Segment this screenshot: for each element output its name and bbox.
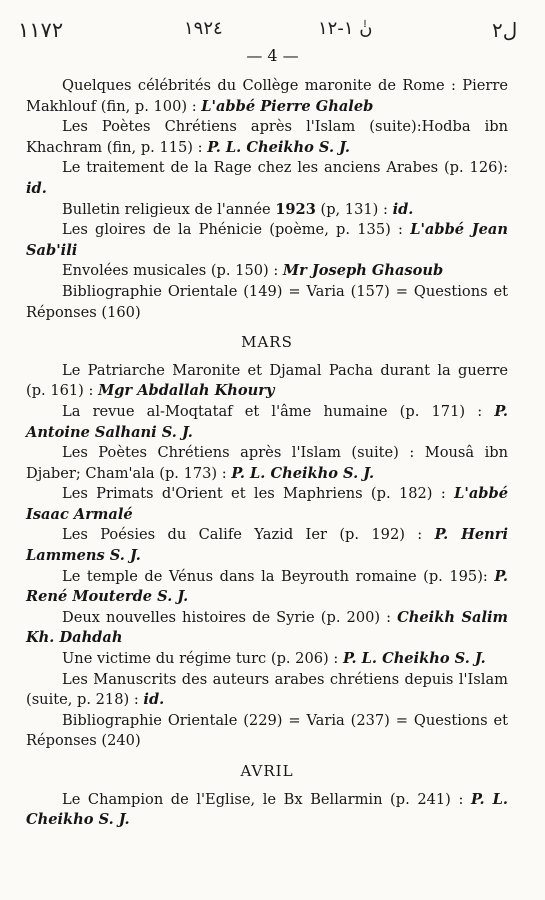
entry-title: Les gloires de la Phénicie (poème, p. 135) : [62,221,411,239]
entry-author: id. [143,691,165,709]
handwritten-annotation: نٰ ١-١٢ [318,18,373,39]
entry-author: L'abbé Isaac Armalé [26,485,508,523]
list-item [26,567,508,608]
section-heading-mars: MARS [241,333,293,352]
entry-title: Envolées musicales (p. 150) : [62,262,283,280]
list-item [26,361,508,402]
entry-author: P. L. Cheikho S. J. [231,464,375,482]
list-item [26,608,508,649]
entry-author: P. René Mouterde S. J. [26,567,508,606]
entry-title: Le Patriarche Maronite et Djamal Pacha durant la guerre (p. 161) : [26,361,508,400]
entry-title: Le temple de Vénus dans la Beyrouth romaine (p. 195): [62,567,495,585]
entry-title: Les Poésies du Calife Yazid Ier (p. 192) : [62,526,435,544]
list-item [26,402,508,443]
page-number: — 4 — [246,46,299,65]
entry-title: Quelques célébrités du Collège maronite de Rome : Pierre Makhlouf (fin, p. 100) : [26,77,508,115]
entry-author: Mgr Abdallah Khoury [98,382,275,400]
list-item [26,158,508,199]
list-item [26,200,508,221]
entry-title: Bibliographie Orientale (149) = Varia (157) = Questions et Réponses (160) [26,282,508,321]
entry-author: P. L. Cheikho S. J. [207,138,350,156]
list-item [26,282,508,323]
list-item [26,76,508,117]
section-mars [26,361,508,752]
entry-author: L'abbé Jean Sab'ili [26,221,508,259]
entry-title: Le traitement de la Rage chez les anciens Arabes (p. 126): [62,159,508,177]
list-item [26,670,508,711]
handwritten-annotation: ١٩٢٤ [184,18,223,39]
entry-author: id. [392,200,414,218]
entry-author: Cheikh Salim Kh. Dahdah [26,608,508,647]
section-february [26,76,508,323]
section-heading-avril: AVRIL [240,762,294,780]
handwritten-annotation: ١١٧٢ [18,18,64,42]
entry-author: Mr Joseph Ghasoub [282,262,444,280]
list-item [26,220,508,261]
entry-author: id. [26,179,47,197]
entry-title: Les Poètes Chrétiens après l'Islam (suite):Hodba ibn Khachram (fin, p. 115) : [26,118,508,156]
list-item [26,525,508,566]
entry-title: Deux nouvelles histoires de Syrie (p. 200) : [62,608,398,626]
entry-author: P. L. Cheikho S. J. [342,650,486,668]
list-item [26,443,508,484]
entry-author: P. Henri Lammens S. J. [26,526,508,565]
entry-title: Bulletin religieux de l'année [62,200,276,218]
entry-title: Le Champion de l'Eglise, le Bx Bellarmin (p. 241) : [62,790,471,808]
list-item [26,711,508,752]
list-item [26,261,508,282]
entry-title: Les Poètes Chrétiens après l'Islam (suite) : Mousâ ibn Djaber; Cham'ala (p. 173) : [26,444,508,482]
handwritten-annotation: ل٢ [492,18,518,42]
entry-author: P. L. Cheikho S. J. [26,790,508,829]
list-item [26,484,508,525]
entry-title-continued: (p, 131) : [315,200,393,218]
entry-author: P. Antoine Salhani S. J. [26,402,508,441]
entry-title: Bibliographie Orientale (229) = Varia (237) = Questions et Réponses (240) [26,711,508,750]
entry-year: 1923 [275,200,316,218]
list-item [26,649,508,670]
list-item [26,117,508,158]
entry-title: Une victime du régime turc (p. 206) : [62,650,343,668]
entry-author: L'abbé Pierre Ghaleb [201,97,374,115]
entry-title: Les Primats d'Orient et les Maphriens (p. 182) : [62,485,455,503]
table-of-contents [26,76,508,831]
entry-title: La revue al-Moqtataf et l'âme humaine (p. 171) : [62,402,495,420]
list-item [26,790,508,831]
section-avril [26,790,508,831]
entry-title: Les Manuscrits des auteurs arabes chrétiens depuis l'Islam (suite, p. 218) : [26,670,508,709]
